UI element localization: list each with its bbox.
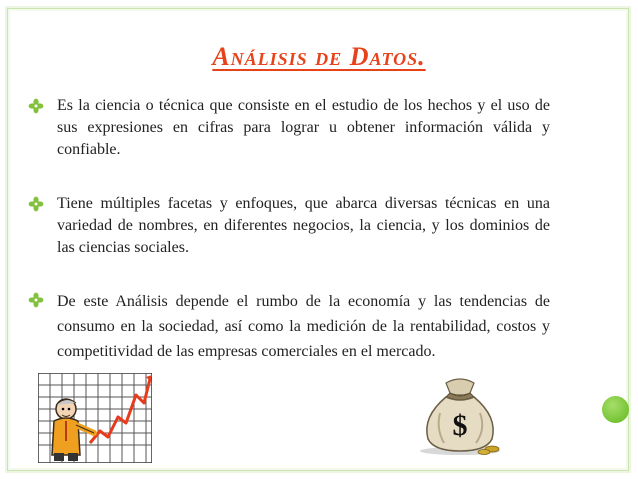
bullet-item [28,289,550,364]
dollar-sign-icon: $ [452,409,468,442]
man-with-rising-chart-icon [38,373,152,463]
dollar-money-bag-icon [414,373,506,456]
bullet-item [28,95,550,161]
bullet-text: Es la ciencia o técnica que consiste en el estudio de los hechos y el uso de sus expresiones en cifras para lograr u obtener información válida y confiable. [57,97,550,158]
slide-title: Análisis de Datos. [212,42,426,71]
bullet-item [28,193,550,259]
four-petal-bullet-icon [28,289,46,364]
four-petal-bullet-icon [28,95,46,161]
bullet-text: Tiene múltiples facetas y enfoques, que abarca diversas técnicas en una variedad de nombres, en diferentes negocios, la ciencia, y los dominios de las ciencias sociales. [57,195,550,256]
bullet-text: De este Análisis depende el rumbo de la economía y las tendencias de consumo en la sociedad, así como la medición de la rentabilidad, costos y competitividad de las empresas comerciales en el mercado. [57,293,550,360]
four-petal-bullet-icon [28,193,46,259]
green-dot-icon [602,396,629,423]
